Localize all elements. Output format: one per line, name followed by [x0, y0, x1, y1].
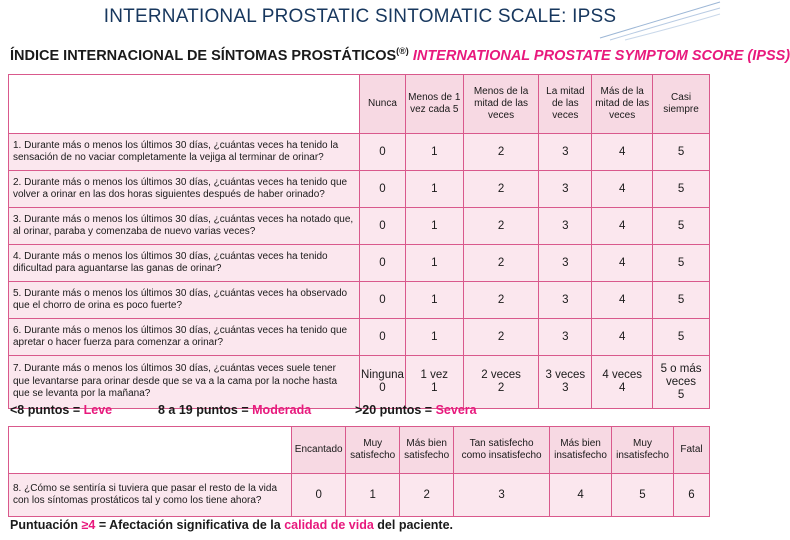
score-label: 2 veces — [481, 369, 521, 381]
score-cell: 4 — [592, 245, 653, 282]
score-value: 4 — [618, 382, 626, 394]
score-cell: 6 — [674, 474, 710, 517]
header-cell: Menos de la mitad de las veces — [463, 75, 539, 134]
score-cell: 5 — [653, 134, 710, 171]
score-cell — [463, 356, 539, 409]
question-cell: 2. Durante más o menos los últimos 30 días, ¿cuántas veces ha tenido que volver a orinar en las dos horas siguientes después de haber orinado? — [9, 171, 360, 208]
question-cell: 7. Durante más o menos los últimos 30 días, ¿cuántas veces suele tener que levantarse para orinar desde que se va a la cama por la noche hasta que se levanta por la mañana? — [9, 356, 360, 409]
score-cell: 3 — [539, 171, 592, 208]
header-cell: Más bien insatisfecho — [550, 427, 612, 474]
footer-middle: = Afectación significativa de la — [95, 518, 285, 532]
scale-moderate-prefix: 8 a 19 puntos = — [158, 403, 253, 417]
header-cell: Menos de 1 vez cada 5 — [405, 75, 463, 134]
header-cell: Más bien satisfecho — [400, 427, 454, 474]
score-cell: 1 — [405, 171, 463, 208]
score-cell: 4 — [592, 282, 653, 319]
score-cell: 0 — [360, 245, 406, 282]
scale-severe-label: Severa — [435, 403, 477, 417]
score-cell: 2 — [463, 171, 539, 208]
question-cell: 3. Durante más o menos los últimos 30 días, ¿cuántas veces ha notado que, al orinar, paraba y comenzaba de nuevo varias veces? — [9, 208, 360, 245]
footer-note — [10, 518, 453, 532]
quality-of-life-table — [8, 426, 710, 517]
score-cell: 4 — [592, 134, 653, 171]
score-cell: 1 — [405, 245, 463, 282]
table-row — [9, 245, 710, 282]
scale-severe — [355, 403, 477, 417]
score-cell: 4 — [592, 171, 653, 208]
table-row — [9, 282, 710, 319]
score-cell: 1 — [346, 474, 400, 517]
slide-title: INTERNATIONAL PROSTATIC SINTOMATIC SCALE: IPSS — [103, 6, 617, 27]
scale-severe-prefix: >20 puntos = — [355, 403, 436, 417]
header-cell: Más de la mitad de las veces — [592, 75, 653, 134]
header-cell: Encantado — [292, 427, 346, 474]
score-cell: 2 — [400, 474, 454, 517]
scale-moderate — [158, 403, 311, 417]
header-cell: Casi siempre — [653, 75, 710, 134]
symptom-table — [8, 74, 710, 409]
score-label: 3 veces — [545, 369, 586, 381]
score-value: 2 — [497, 382, 505, 394]
score-cell: 3 — [539, 134, 592, 171]
table-row — [9, 208, 710, 245]
table-row — [9, 134, 710, 171]
question-cell: 4. Durante más o menos los últimos 30 días, ¿cuántas veces ha tenido dificultad para aguantarse las ganas de orinar? — [9, 245, 360, 282]
header-blank — [9, 427, 292, 474]
score-cell: 2 — [463, 245, 539, 282]
header-cell: La mitad de las veces — [539, 75, 592, 134]
score-cell: 1 — [405, 282, 463, 319]
score-cell: 0 — [360, 208, 406, 245]
score-value: 1 — [431, 382, 438, 394]
scale-mild-label: Leve — [83, 403, 113, 417]
score-cell: 0 — [292, 474, 346, 517]
score-cell: 3 — [539, 208, 592, 245]
score-cell — [360, 356, 406, 409]
score-cell: 5 — [653, 208, 710, 245]
score-cell — [405, 356, 463, 409]
score-cell: 5 — [612, 474, 674, 517]
footer-suffix: del paciente. — [373, 518, 454, 532]
score-cell: 3 — [539, 282, 592, 319]
question-cell: 5. Durante más o menos los últimos 30 días, ¿cuántas veces ha observado que el chorro de orina es poco fuerte? — [9, 282, 360, 319]
score-cell: 1 — [405, 134, 463, 171]
question-cell: 8. ¿Cómo se sentiría si tuviera que pasar el resto de la vida con los síntomas prostáticos tal y como los tiene ahora? — [9, 474, 292, 517]
header-cell: Muy insatisfecho — [612, 427, 674, 474]
score-cell: 2 — [463, 282, 539, 319]
score-cell — [653, 356, 710, 409]
score-cell — [539, 356, 592, 409]
score-cell: 0 — [360, 319, 406, 356]
table-row — [9, 474, 710, 517]
question-cell: 6. Durante más o menos los últimos 30 días, ¿cuántas veces ha tenido que apretar o hacer fuerza para comenzar a orinar? — [9, 319, 360, 356]
score-cell: 0 — [360, 282, 406, 319]
table-row — [9, 319, 710, 356]
score-cell: 3 — [539, 245, 592, 282]
scale-mild — [10, 403, 112, 417]
main-heading — [10, 46, 790, 64]
score-cell: 2 — [463, 134, 539, 171]
header-blank — [9, 75, 360, 134]
header-cell: Nunca — [360, 75, 406, 134]
table-row — [9, 356, 710, 409]
score-label: 5 o más veces — [660, 362, 702, 388]
score-cell: 5 — [653, 319, 710, 356]
score-cell: 1 — [405, 208, 463, 245]
heading-spanish: ÍNDICE INTERNACIONAL DE SÍNTOMAS PROSTÁTICOS — [10, 47, 397, 64]
registered-mark: (®) — [396, 46, 409, 56]
score-cell: 0 — [360, 171, 406, 208]
score-value: 3 — [562, 382, 569, 394]
score-cell: 5 — [653, 245, 710, 282]
score-cell: 2 — [463, 208, 539, 245]
score-cell: 4 — [592, 319, 653, 356]
score-cell: 3 — [539, 319, 592, 356]
heading-english: INTERNATIONAL PROSTATE SYMPTOM SCORE (IPSS) — [412, 47, 790, 64]
question-cell: 1. Durante más o menos los últimos 30 días, ¿cuántas veces ha tenido la sensación de no vaciar completamente la vejiga al terminar de orinar? — [9, 134, 360, 171]
score-value: 0 — [379, 382, 386, 394]
header-cell: Tan satisfecho como insatisfecho — [454, 427, 550, 474]
symptom-header-row — [9, 75, 710, 134]
score-label: Ninguna — [361, 369, 404, 381]
score-cell: 5 — [653, 282, 710, 319]
score-cell: 2 — [463, 319, 539, 356]
quality-header-row — [9, 427, 710, 474]
footer-highlight: calidad de vida — [284, 518, 374, 532]
table-row — [9, 171, 710, 208]
score-label: 1 vez — [420, 369, 449, 381]
score-value: 5 — [677, 388, 685, 401]
scale-moderate-label: Moderada — [252, 403, 312, 417]
score-cell: 4 — [550, 474, 612, 517]
score-cell: 0 — [360, 134, 406, 171]
score-cell: 3 — [454, 474, 550, 517]
score-label: 4 veces — [602, 369, 642, 381]
header-cell: Muy satisfecho — [346, 427, 400, 474]
scale-mild-prefix: <8 puntos = — [10, 403, 84, 417]
decorative-lines — [580, 0, 720, 40]
footer-prefix: Puntuación — [10, 518, 82, 532]
footer-threshold: ≥4 — [81, 518, 96, 532]
score-cell: 5 — [653, 171, 710, 208]
score-cell: 1 — [405, 319, 463, 356]
score-cell: 4 — [592, 208, 653, 245]
header-cell: Fatal — [674, 427, 710, 474]
score-cell — [592, 356, 653, 409]
